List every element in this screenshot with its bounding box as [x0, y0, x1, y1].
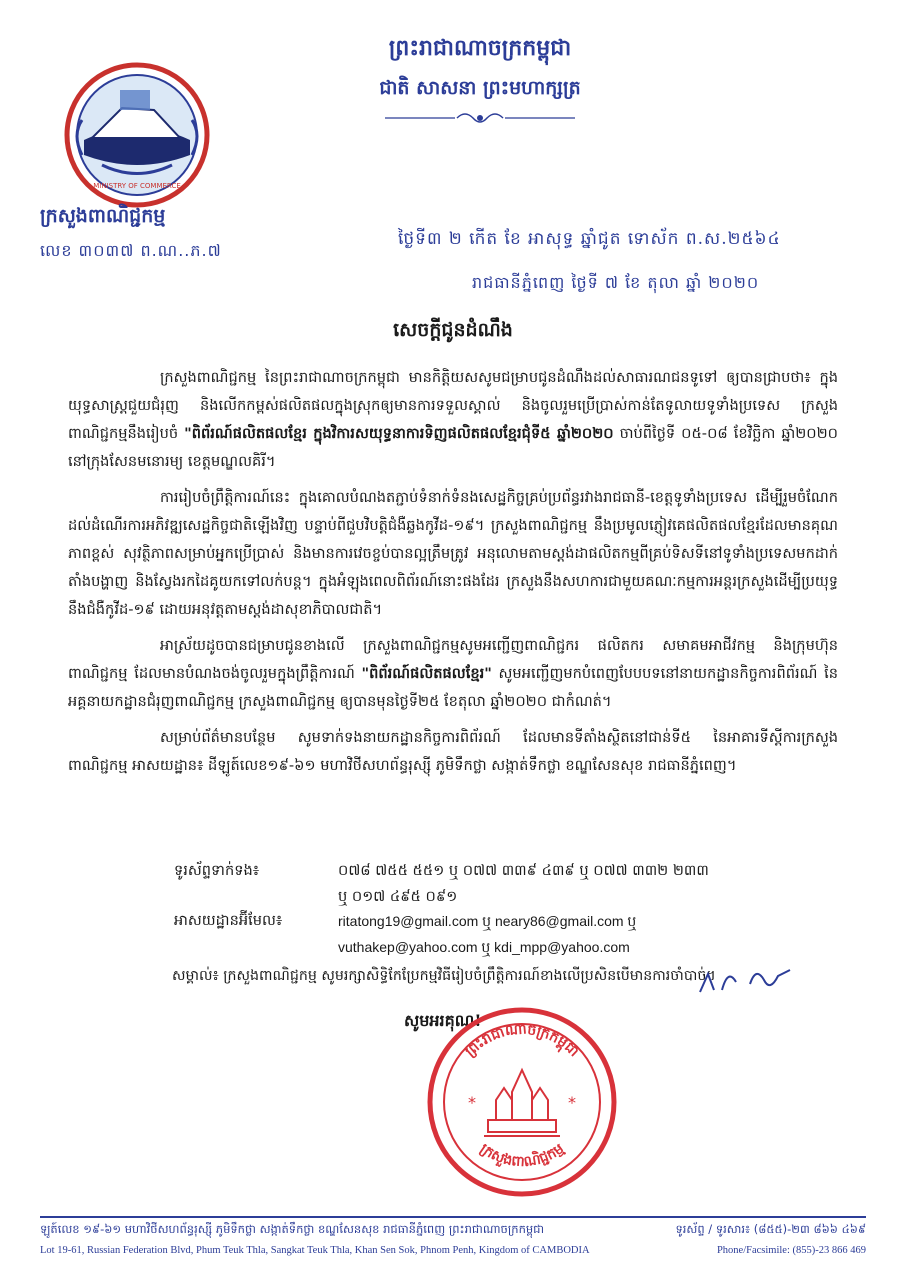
paragraph-1 [68, 364, 838, 476]
phone-label: ទូរស័ព្ទទាក់ទង៖ [174, 862, 260, 879]
footer-divider [40, 1216, 866, 1218]
footer-khmer-phone: ទូរស័ព្ទ / ទូរសារ៖ (៨៥៥)-២៣ ៨៦៦ ៤៦៩ [675, 1222, 866, 1236]
paragraph-3 [68, 632, 838, 716]
kingdom-heading: ព្រះរាជាណាចក្រកម្ពុជា [388, 35, 572, 61]
phone-numbers-line2: ឬ ០១៧ ៤៩៥ ០៩១ [338, 888, 458, 905]
letter-body [68, 364, 838, 788]
svg-text:ព្រះរាជាណាចក្រកម្ពុជា [462, 1021, 581, 1060]
email-addresses-line1[interactable]: ritatong19@gmail.com ឬ neary86@gmail.com ឬ [338, 913, 637, 929]
email-contact [174, 912, 854, 964]
seal-top-text: ព្រះរាជាណាចក្រកម្ពុជា [462, 1021, 582, 1061]
phone-numbers-line1: ០៧៨ ៧៥៥ ៥៥១ ឬ ០៧៧ ៣៣៩ ៤៣៩ ឬ ០៧៧ ៣៣២ ២៣៣ [338, 862, 709, 879]
seal-bottom-text: ក្រសួងពាណិជ្ជកម្ម [476, 1140, 568, 1171]
ornamental-divider [385, 110, 575, 126]
email-addresses-line2[interactable]: vuthakep@yahoo.com ឬ kdi_mpp@yahoo.com [338, 939, 630, 955]
svg-text:ក្រសួងពាណិជ្ជកម្ម [477, 1141, 567, 1171]
seal-star-left: * [468, 1093, 476, 1112]
footer-english-phone: Phone/Facsimile: (855)-23 866 469 [716, 1245, 866, 1256]
phone-contact [174, 862, 854, 914]
solar-date: រាជធានីភ្នំពេញ ថ្ងៃទី ៧ ខែ តុលា ឆ្នាំ ២០២០ [472, 273, 760, 292]
footer-khmer [40, 1222, 866, 1239]
initial-signature [694, 962, 804, 998]
event-name-bold: "ពិព័រណ៍ផលិតផលខ្មែរ ក្នុងវិការសយុទ្ធនាការទិញផលិតផលខ្មែរជុំទី៥ ឆ្នាំ២០២០ [184, 425, 614, 442]
note-text: សម្គាល់៖ ក្រសួងពាណិជ្ជកម្ម សូមរក្សាសិទ្ធិកែប្រែកម្មវិធីរៀបចំព្រឹត្តិការណ៍ខាងលើប្រសិនបើមានការចាំបាច់។ [172, 968, 716, 984]
footer-english-address: Lot 19-61, Russian Federation Blvd, Phum Teuk Thla, Sangkat Teuk Thla, Khan Sen Sok, Phnom Penh, Kingdom of CAMBODIA [40, 1245, 590, 1256]
page-title: សេចក្តីជូនដំណឹង [393, 319, 513, 341]
paragraph-1-text: ក្រសួងពាណិជ្ជកម្ម នៃព្រះរាជាណាចក្រកម្ពុជា មានកិត្តិយសសូមជម្រាបជូនដំណឹងដល់សាធារណជនទូទៅ ឲ្យបានជ្រាបថា៖ ក្នុងយុទ្ធសាស្ត្រជួយជំរុញ និងលើកកម្ពស់ផលិតផលក្នុងស្រុកឲ្យមានការទទួលស្គាល់ និងចូលរួមប្រើប្រាស់កាន់តែទូលាយទូទាំងប្រទេស ក្រសួងពាណិជ្ជកម្មនឹងរៀបចំ [68, 369, 838, 442]
paragraph-1-dates: ចាប់ពីថ្ងៃទី ០៥-០៨ ខែវិច្ឆិកា ឆ្នាំ២០២០ នៅក្រុងសែនមនោរម្យ ខេត្តមណ្ឌលគិរី។ [68, 425, 839, 470]
closing-thanks: សូមអរគុណ! [404, 1011, 482, 1030]
email-label: អាសយដ្ឋានអ៊ីមែល៖ [174, 912, 283, 929]
national-motto: ជាតិ សាសនា ព្រះមហាក្សត្រ [379, 77, 581, 99]
paragraph-3-deadline: សូមអញ្ជើញមកបំពេញបែបបទនៅនាយកដ្ឋានកិច្ចការពិព័រណ៍ នៃអគ្គនាយកដ្ឋានជំរុញពាណិជ្ជកម្ម ក្រសួងពាណិជ្ជកម្ម ឲ្យបានមុនថ្ងៃទី២៥ ខែតុលា ឆ្នាំ២០២០ ជាកំណត់។ [68, 665, 839, 710]
footer-english [40, 1245, 866, 1256]
paragraph-2: ការរៀបចំព្រឹត្តិការណ៍នេះ ក្នុងគោលបំណងតភ្ជាប់ទំនាក់ទំនងសេដ្ឋកិច្ចគ្រប់ប្រព័ន្ធរវាងរាជធានី-ខេត្តទូទាំងប្រទេស ដើម្បីរួមចំណែកដល់ដំណើរការអភិវឌ្ឍសេដ្ឋកិច្ចជាតិឡើងវិញ បន្ទាប់ពីជួបវិបត្តិជំងឺឆ្លងកូវីដ-១៩។ ក្រសួងពាណិជ្ជកម្ម នឹងប្រមូលភ្ញៀវគេផលិតផលខ្មែរដែលមានគុណភាពខ្ពស់ សុវត្ថិភាពសម្រាប់អ្នកប្រើប្រាស់ និងមានការវេចខ្ចប់បានល្អត្រឹមត្រូវ អនុលោមតាមស្តង់ដាផលិតកម្មពីគ្រប់ទិសទីនៅទូទាំងប្រទេសមកដាក់តាំងបង្ហាញ និងស្វែងរកដៃគូយកទៅលក់បន្ត។ ក្នុងអំឡុងពេលពិព័រណ៍នោះផងដែរ ក្រសួងនឹងសហការជាមួយគណៈកម្មការអន្តរក្រសួងដើម្បីប្រយុទ្ធនឹងជំងឺកូវីដ-១៩ ដោយអនុវត្តតាមស្តង់ដាសុខាភិបាលជាតិ។ [68, 489, 838, 618]
paragraph-4: សម្រាប់ព័ត៌មានបន្ថែម សូមទាក់ទងនាយកដ្ឋានកិច្ចការពិព័រណ៍ ដែលមានទីតាំងស្ថិតនៅជាន់ទី៥ នៃអាគារទីស្តីការក្រសួងពាណិជ្ជកម្ម អាសយដ្ឋាន៖ ដីឡូត៍លេខ១៩-៦១ មហាវិថីសហព័ន្ធរុស្ស៊ី ភូមិទឹកថ្លា សង្កាត់ទឹកថ្លា ខណ្ឌសែនសុខ រាជធានីភ្នំពេញ។ [68, 729, 838, 774]
footer-khmer-address: ឡូត៍លេខ ១៩-៦១ មហាវិថីសហព័ន្ធរុស្ស៊ី ភូមិទឹកថ្លា សង្កាត់ទឹកថ្លា ខណ្ឌសែនសុខ រាជធានីភ្នំពេញ ព្រះរាជាណាចក្រកម្ពុជា [40, 1222, 545, 1236]
official-seal [424, 1004, 620, 1200]
event-name-bold-2: "ពិព័រណ៍ផលិតផលខ្មែរ" [361, 665, 492, 682]
lunar-date: ថ្ងៃទី៣ ២ កើត ខែ អាសុទ្ធ ឆ្នាំជូត ទោស័ក ព.ស.២៥៦៤ [398, 229, 781, 249]
seal-star-right: * [568, 1093, 576, 1112]
paragraph-3-text: អាស្រ័យដូចបានជម្រាបជូនខាងលើ ក្រសួងពាណិជ្ជកម្មសូមអញ្ជើញពាណិជ្ជករ ផលិតករ សមាគមអាជីវកម្ម និងក្រុមហ៊ុនពាណិជ្ជកម្ម ដែលមានបំណងចង់ចូលរួមក្នុងព្រឹត្តិការណ៍ [68, 637, 838, 682]
logo-caption: MINISTRY OF COMMERCE [93, 182, 181, 190]
ministry-name: ក្រសួងពាណិជ្ជកម្ម [40, 205, 166, 227]
ministry-logo [62, 60, 212, 210]
reference-number: លេខ ៣០៣៧ ព.ណ..ភ.៧ [40, 241, 222, 260]
